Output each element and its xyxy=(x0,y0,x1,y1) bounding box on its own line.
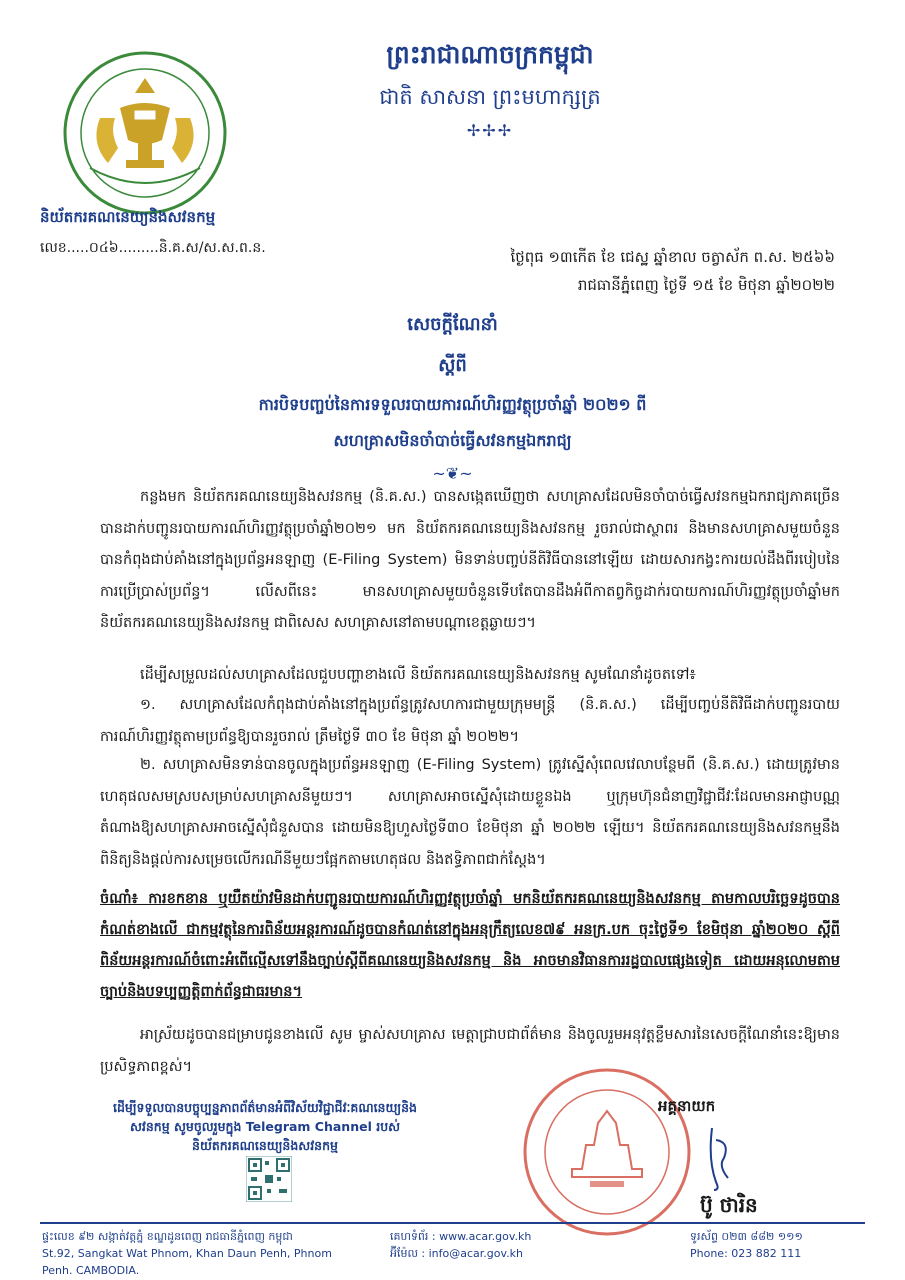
website-link[interactable]: គេហទំព័រ : www.acar.gov.kh xyxy=(390,1230,532,1243)
solar-date: រាជធានីភ្នំពេញ ថ្ងៃទី ១៥ ខែ មិថុនា ឆ្នាំ២០២២ xyxy=(577,276,835,294)
title-ornament: ~❦~ xyxy=(432,464,473,483)
footer-phone xyxy=(690,1228,870,1262)
paragraph-note: ចំណាំ៖ ការខកខាន ឬយឺតយ៉ាវមិនដាក់បញ្ជូនរបាយការណ៍ហិរញ្ញវត្ថុប្រចាំឆ្នាំ មកនិយ័តករគណនេយ្យនិងសវនកម្ម តាមកាលបរិច្ឆេទដូចបានកំណត់ខាងលើ ជាកម្មវត្ថុនៃការពិន័យអន្តរការណ៍ដូចបានកំណត់នៅក្នុងអនុក្រឹត្យលេខ៧៩ អនក្រ.បក ចុះថ្ងៃទី១ ខែមិថុនា ឆ្នាំ២០២០ ស្តីពីពិន័យអន្តរការណ៍ចំពោះអំពើល្មើសទៅនឹងច្បាប់ស្តីពីគណនេយ្យនិងសវនកម្ម និង អាចមានវិធានការរដ្ឋបាលផ្សេងទៀត ដោយអនុលោមតាមច្បាប់និងបទប្បញ្ញត្តិពាក់ព័ន្ធជាធរមាន។ xyxy=(100,891,840,1000)
footer-contact xyxy=(390,1228,610,1262)
kingdom-header xyxy=(300,40,680,140)
title-line-1: ការបិទបញ្ចប់នៃការទទួលរបាយការណ៍ហិរញ្ញវត្ថុប្រចាំឆ្នាំ ២០២១ ពី xyxy=(258,395,647,414)
footnote-line-1: ដើម្បីទទួលបានបច្ចុប្បន្នភាពព័ត៌មានអំពីវិស័យវិជ្ជាជីវៈគណនេយ្យនិង xyxy=(113,1100,417,1115)
phone-khmer: ទូរស័ព្ទ ០២៣ ៨៨២ ១១១ xyxy=(690,1230,803,1243)
email-link[interactable]: អ៊ីម៉ែល : info@acar.gov.kh xyxy=(390,1247,524,1260)
reference-number: លេខ.....០៤៦.........និ.គ.ស/ស.ស.ព.ន. xyxy=(40,240,266,256)
lunar-date: ថ្ងៃពុធ ១៣កើត ខែ ជេស្ឋ ឆ្នាំខាល ចត្វាស័ក ព.ស. ២៥៦៦ xyxy=(510,248,835,266)
telegram-footnote xyxy=(100,1098,430,1155)
telegram-qr-code[interactable] xyxy=(246,1156,292,1202)
footer-address xyxy=(42,1228,362,1279)
footer-divider xyxy=(40,1222,865,1224)
paragraph-intro: កន្លងមក និយ័តករគណនេយ្យនិងសវនកម្ម (និ.គ.ស.) បានសង្កេតឃើញថា សហគ្រាសដែលមិនចាំបាច់ធ្វើសវនកម្មឯករាជ្យភាគច្រើនបានដាក់បញ្ជូនរបាយការណ៍ហិរញ្ញវត្ថុប្រចាំឆ្នាំ២០២១ មក និយ័តករគណនេយ្យនិងសវនកម្ម រួចរាល់ជាស្ថាពរ និងមានសហគ្រាសមួយចំនួនបានកំពុងជាប់គាំងនៅក្នុងប្រព័ន្ធអនឡាញ (E-Filing System) មិនទាន់បញ្ចប់នីតិវិធីបាននៅឡើយ ដោយសារកង្វះការយល់ដឹងពីរបៀបនៃការប្រើប្រាស់ប្រព័ន្ធ។ លើសពីនេះ មានសហគ្រាសមួយចំនួនទើបតែបានដឹងអំពីកាតព្វកិច្ចដាក់របាយការណ៍ហិរញ្ញវត្ថុប្រចាំឆ្នាំមកនិយ័តករគណនេយ្យនិងសវនកម្ម ជាពិសេស សហគ្រាសនៅតាមបណ្តាខេត្តឆ្ងាយៗ។ xyxy=(100,489,840,631)
handwritten-signature xyxy=(690,1120,760,1195)
signatory-title: អគ្គនាយក xyxy=(658,1097,716,1115)
phone-english: Phone: 023 882 111 xyxy=(690,1247,802,1260)
official-stamp xyxy=(520,1065,695,1240)
paragraph-item-2: ២. សហគ្រាសមិនទាន់បានចូលក្នុងប្រព័ន្ធអនឡាញ (E-Filing System) ត្រូវស្នើសុំពេលវេលាបន្ថែមពី (និ.គ.ស.) ដោយត្រូវមានហេតុផលសមស្របសម្រាប់សហគ្រាសនីមួយៗ។ សហគ្រាសអាចស្នើសុំដោយខ្លួនឯង ឬក្រុមហ៊ុនជំនាញវិជ្ជាជីវៈដែលមានអាជ្ញាបណ្ណតំណាងឱ្យសហគ្រាសអាចស្នើសុំជំនួសបាន ដោយមិនឱ្យហួសថ្ងៃទី៣០ ខែមិថុនា ឆ្នាំ ២០២២ ឡើយ។ និយ័តករគណនេយ្យនិងសវនកម្មនឹងពិនិត្យនិងផ្តល់ការសម្រេចលើករណីនីមួយៗផ្អែកតាមហេតុផល និងឥទ្ធិភាពជាក់ស្តែង។ xyxy=(100,757,840,868)
title-about: ស្តីពី xyxy=(438,355,467,376)
organization-name: និយ័តករគណនេយ្យនិងសវនកម្ម xyxy=(40,208,216,226)
paragraph-guidance: ដើម្បីសម្រួលដល់សហគ្រាសដែលជួបបញ្ហាខាងលើ និយ័តករគណនេយ្យនិងសវនកម្ម សូមណែនាំដូចតទៅ៖ xyxy=(140,667,696,683)
address-english: St.92, Sangkat Wat Phnom, Khan Daun Penh, Phnom Penh. CAMBODIA. xyxy=(42,1247,332,1277)
signatory-name: ប៊ូ ថារិន xyxy=(700,1193,758,1217)
document-title xyxy=(120,312,785,483)
title-line-2: សហគ្រាសមិនចាំបាច់ធ្វើសវនកម្មឯករាជ្យ xyxy=(333,431,572,450)
document-type: សេចក្តីណែនាំ xyxy=(407,314,498,335)
footnote-line-3: និយ័តករគណនេយ្យនិងសវនកម្ម xyxy=(192,1138,338,1153)
paragraph-item-1: ១. សហគ្រាសដែលកំពុងជាប់គាំងនៅក្នុងប្រព័ន្ធត្រូវសហការជាមួយក្រុមមន្ត្រី (និ.គ.ស.) ដើម្បីបញ្ចប់នីតិវិធីដាក់បញ្ជូនរបាយការណ៍ហិរញ្ញវត្ថុតាមប្រព័ន្ធឱ្យបានរួចរាល់ ត្រឹមថ្ងៃទី ៣០ ខែ មិថុនា ឆ្នាំ ២០២២។ xyxy=(100,697,840,745)
kingdom-motto: ជាតិ សាសនា ព្រះមហាក្សត្រ xyxy=(379,85,601,109)
address-khmer: ផ្ទះលេខ ៩២ សង្កាត់វត្តភ្នំ ខណ្ឌដូនពេញ រាជធានីភ្នំពេញ កម្ពុជា xyxy=(42,1230,293,1243)
kingdom-title: ព្រះរាជាណាចក្រកម្ពុជា xyxy=(386,40,594,69)
organization-logo xyxy=(60,48,230,218)
footnote-line-2: សវនកម្ម សូមចូលរួមក្នុង Telegram Channel របស់ xyxy=(129,1119,401,1134)
paragraph-closing: អាស្រ័យដូចបានជម្រាបជូនខាងលើ សូម ម្ចាស់សហគ្រាស មេត្តាជ្រាបជាព័ត៌មាន និងចូលរួមអនុវត្តខ្លឹមសារនៃសេចក្តីណែនាំនេះឱ្យមានប្រសិទ្ធភាពខ្ពស់។ xyxy=(100,1027,840,1075)
header-ornament: ✢✢✢ xyxy=(466,121,514,140)
